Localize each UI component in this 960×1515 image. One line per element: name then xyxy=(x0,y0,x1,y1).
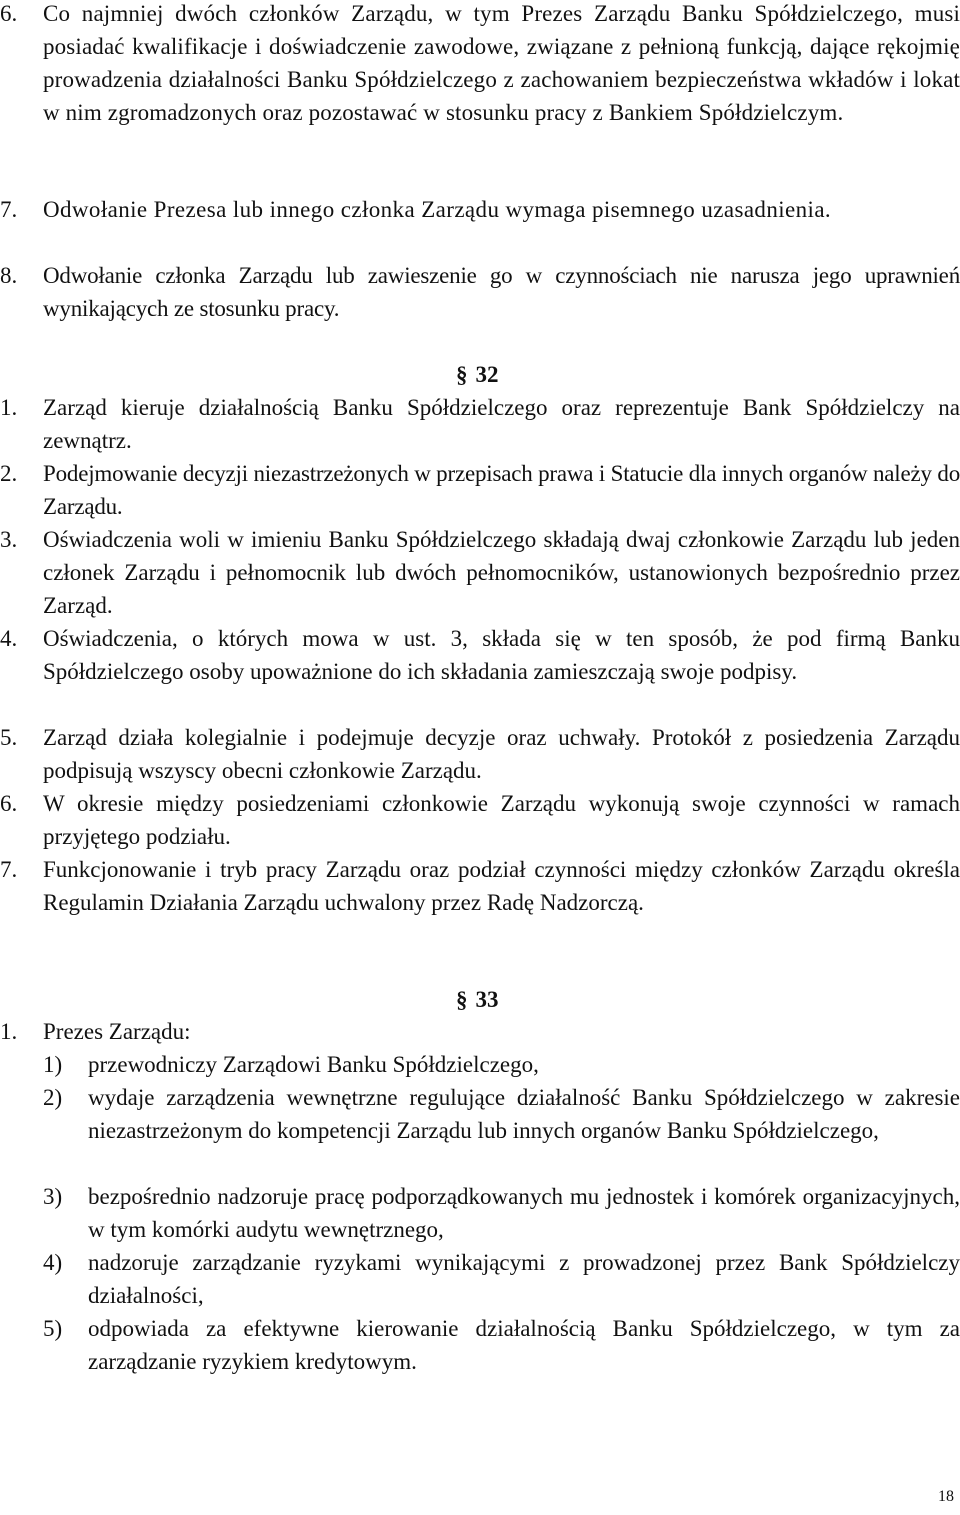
item-text: Odwołanie Prezesa lub innego członka Zarządu wymaga pisemnego uzasadnienia. xyxy=(43,197,832,222)
subitem-text: wydaje zarządzenia wewnętrzne regulujące działalność Banku Spółdzielczego w zakresie niezastrzeżonym do kompetencji Zarządu lub innych organów Banku Spółdzielczego, xyxy=(88,1085,960,1143)
subitem-number: 1) xyxy=(43,1052,63,1077)
item-text: Oświadczenia woli w imieniu Banku Spółdzielczego składają dwaj członkowie Zarządu lub jeden członek Zarządu i pełnomocnik lub dwóch pełnomocników, ustanowionych bezpośrednio przez Zarząd. xyxy=(43,527,960,618)
paragraph-item xyxy=(0,259,960,325)
subitem xyxy=(0,1312,960,1378)
subitem-text: odpowiada za efektywne kierowanie działalnością Banku Spółdzielczego, w tym za zarządzanie ryzykiem kredytowym. xyxy=(88,1316,960,1374)
item-text: Prezes Zarządu: xyxy=(43,1019,191,1044)
section-symbol: § xyxy=(456,362,468,387)
page-number: 18 xyxy=(938,1488,954,1505)
item-number: 6. xyxy=(0,1,18,26)
subitem-number: 2) xyxy=(43,1085,63,1110)
item-number: 4. xyxy=(0,626,18,651)
paragraph-item xyxy=(0,391,960,457)
item-text: Zarząd działa kolegialnie i podejmuje decyzje oraz uchwały. Protokół z posiedzenia Zarządu podpisują wszyscy obecni członkowie Zarządu. xyxy=(43,725,960,783)
item-number: 7. xyxy=(0,197,18,222)
item-number: 5. xyxy=(0,725,18,750)
subitem-number: 3) xyxy=(43,1184,63,1209)
subitem-number: 5) xyxy=(43,1316,63,1341)
paragraph-item xyxy=(0,0,960,129)
section-number: 32 xyxy=(475,362,499,387)
item-text: Co najmniej dwóch członków Zarządu, w tym Prezes Zarządu Banku Spółdzielczego, musi posiadać kwalifikacje i doświadczenie zawodowe, związane z pełnioną funkcją, dające rękojmię prowadzenia działalności Banku Spółdzielczego z zachowaniem bezpieczeństwa wkładów i lokat w nim zgromadzonych oraz pozostawać w stosunku pracy z Bankiem Spółdzielczym. xyxy=(43,1,960,125)
paragraph-item xyxy=(0,1015,960,1048)
item-text: Podejmowanie decyzji niezastrzeżonych w przepisach prawa i Statucie dla innych organów należy do Zarządu. xyxy=(43,461,960,519)
section-heading xyxy=(456,358,499,391)
subitem xyxy=(0,1081,960,1147)
paragraph-item xyxy=(0,721,960,787)
subitem xyxy=(0,1246,960,1312)
item-text: Funkcjonowanie i tryb pracy Zarządu oraz podział czynności między członków Zarządu określa Regulamin Działania Zarządu uchwalony przez Radę Nadzorczą. xyxy=(43,857,960,915)
item-text: Zarząd kieruje działalnością Banku Spółdzielczego oraz reprezentuje Bank Spółdzielczy na zewnątrz. xyxy=(43,395,960,453)
item-text: W okresie między posiedzeniami członkowie Zarządu wykonują swoje czynności w ramach przyjętego podziału. xyxy=(43,791,960,849)
item-number: 8. xyxy=(0,263,18,288)
item-number: 1. xyxy=(0,395,18,420)
section-heading xyxy=(456,983,499,1016)
paragraph-item xyxy=(0,193,960,226)
paragraph-item xyxy=(0,523,960,622)
section-number: 33 xyxy=(475,987,499,1012)
item-text: Odwołanie członka Zarządu lub zawieszenie go w czynnościach nie narusza jego uprawnień wynikających ze stosunku pracy. xyxy=(43,263,960,321)
item-number: 6. xyxy=(0,791,18,816)
subitem-text: przewodniczy Zarządowi Banku Spółdzielczego, xyxy=(88,1052,539,1077)
paragraph-item xyxy=(0,853,960,919)
subitem-text: nadzoruje zarządzanie ryzykami wynikającymi z prowadzonej przez Bank Spółdzielczy działalności, xyxy=(88,1250,960,1308)
item-text: Oświadczenia, o których mowa w ust. 3, składa się w ten sposób, że pod firmą Banku Spółdzielczego osoby upoważnione do ich składania zamieszczają swoje podpisy. xyxy=(43,626,960,684)
item-number: 7. xyxy=(0,857,18,882)
item-number: 2. xyxy=(0,461,18,486)
item-number: 1. xyxy=(0,1019,18,1044)
paragraph-item xyxy=(0,457,960,523)
item-number: 3. xyxy=(0,527,18,552)
subitem xyxy=(0,1180,960,1246)
paragraph-item xyxy=(0,622,960,688)
subitem-text: bezpośrednio nadzoruje pracę podporządkowanych mu jednostek i komórek organizacyjnych, w tym komórki audytu wewnętrznego, xyxy=(88,1184,960,1242)
subitem-number: 4) xyxy=(43,1250,63,1275)
section-symbol: § xyxy=(456,987,468,1012)
subitem xyxy=(0,1048,960,1081)
paragraph-item xyxy=(0,787,960,853)
